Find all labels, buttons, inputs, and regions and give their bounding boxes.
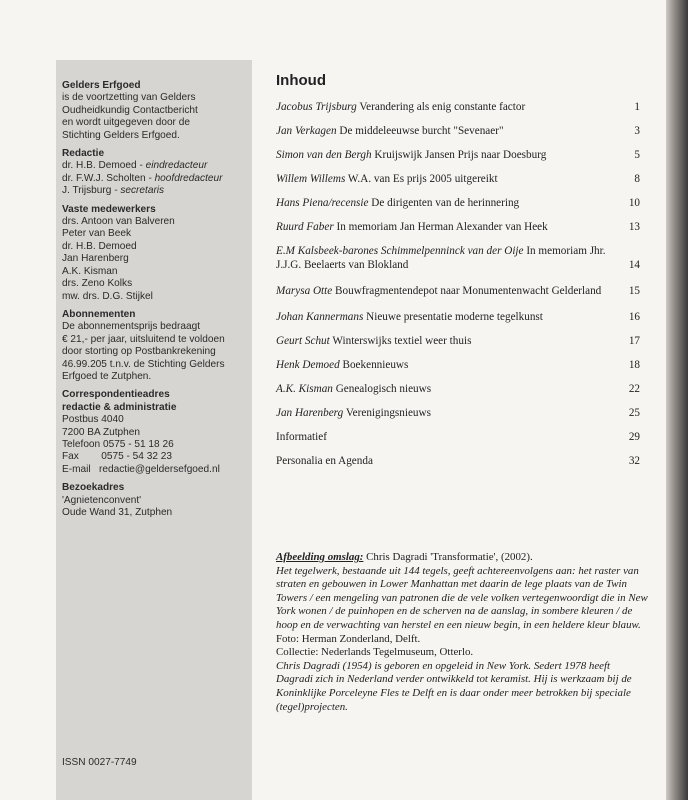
toc-author: A.K. Kisman [276, 383, 333, 395]
toc-page-number: 5 [634, 149, 640, 161]
redactie-member [62, 173, 244, 185]
publisher-line: en wordt uitgegeven door de [62, 117, 190, 129]
toc-page-number: 25 [628, 407, 640, 419]
medewerker-name: mw. drs. D.G. Stijkel [62, 290, 153, 302]
medewerker-name: Jan Harenberg [62, 253, 129, 265]
caption-description: Het tegelwerk, bestaande uit 144 tegels, geeft achtereenvolgens aan: het raster van straten en gebouwen in Lower Manhattan met daarin de lege plaats van de Twin Towers / een mengeling van patronen die de vele volken vertegenwoordigt die in New York wonen / de puinhopen en de scherven na de aanslag, in sombere kleuren / de hoop en de verwachting van herstel en een nieuw begin, in een heldere kleur blauw. [276, 564, 648, 631]
member-role: - secretaris [111, 185, 165, 197]
toc-entry[interactable] [276, 382, 644, 396]
toc-entry-text [276, 334, 644, 348]
abonnementen-block [62, 309, 244, 383]
correspondentie-block [62, 389, 244, 476]
postbus-line: Postbus 4040 [62, 414, 124, 426]
table-of-contents [276, 72, 644, 478]
member-name: J. Trijsburg [62, 185, 112, 197]
abonnementen-line: De abonnementsprijs bedraagt [62, 321, 201, 333]
postcode-line: 7200 BA Zutphen [62, 426, 141, 438]
toc-article-title: W.A. van Es prijs 2005 uitgereikt [347, 173, 498, 185]
email-line: E-mail redactie@geldersefgoed.nl [62, 463, 220, 475]
toc-author: Marysa Otte [276, 285, 333, 297]
medewerker-name: dr. H.B. Demoed [62, 240, 137, 252]
bezoekadres-block [62, 482, 244, 519]
issn-number: ISSN 0027-7749 [62, 757, 137, 768]
toc-page-number: 15 [628, 285, 640, 297]
toc-entry[interactable] [276, 196, 644, 210]
toc-entry-text [276, 430, 644, 444]
caption-collection: Collectie: Nederlands Tegelmuseum, Otterlo. [276, 646, 474, 659]
toc-article-title: De middeleeuwse burcht "Sevenaer" [339, 125, 504, 137]
telefoon-line: Telefoon 0575 - 51 18 26 [62, 438, 174, 450]
publisher-line: Stichting Gelders Erfgoed. [62, 129, 180, 141]
redactie-block [62, 148, 244, 198]
toc-page-number: 18 [628, 359, 640, 371]
toc-entry-text [276, 196, 644, 210]
toc-page-number: 16 [628, 311, 640, 323]
toc-list [276, 100, 644, 468]
toc-entry[interactable] [276, 406, 644, 420]
toc-entry[interactable] [276, 220, 644, 234]
member-role: - hoofdredacteur [145, 172, 223, 184]
colophon-sidebar [56, 60, 252, 800]
toc-title: Inhoud [276, 72, 326, 89]
medewerker-name: Peter van Beek [62, 228, 132, 240]
toc-author: E.M Kalsbeek-barones Schimmelpenninck van der Oije [276, 245, 524, 257]
toc-entry-text [276, 382, 644, 396]
publisher-line: is de voortzetting van Gelders [62, 92, 196, 104]
redactie-member [62, 160, 244, 172]
toc-page-number: 1 [634, 101, 640, 113]
toc-page-number: 3 [634, 125, 640, 137]
medewerker-name: drs. Antoon van Balveren [62, 216, 175, 228]
fax-line: Fax 0575 - 54 32 23 [62, 451, 172, 463]
caption-label: Afbeelding omslag: [276, 551, 364, 563]
toc-entry[interactable] [276, 124, 644, 138]
cover-caption [276, 551, 648, 714]
toc-entry-text [276, 284, 644, 298]
toc-entry-text [276, 454, 644, 468]
toc-article-title: In memoriam Jhr. J.J.G. Beelaerts van Blokland [276, 245, 606, 271]
toc-entry[interactable] [276, 100, 644, 114]
toc-article-title: Boekennieuws [342, 359, 409, 371]
toc-entry[interactable] [276, 172, 644, 186]
toc-page-number: 17 [628, 335, 640, 347]
toc-entry-text [276, 148, 644, 162]
toc-page-number: 14 [628, 259, 640, 271]
page-edge [666, 0, 688, 800]
medewerkers-block [62, 204, 244, 303]
toc-page-number: 29 [628, 431, 640, 443]
toc-entry[interactable] [276, 284, 644, 298]
publisher-line: Oudheidkundig Contactbericht [62, 104, 198, 116]
member-role: - eindredacteur [136, 160, 208, 172]
toc-author: Jan Verkagen [276, 125, 337, 137]
toc-author: Hans Piena/recensie [276, 197, 369, 209]
toc-article-title: De dirigenten van de herinnering [371, 197, 520, 209]
member-name: dr. F.W.J. Scholten [62, 172, 146, 184]
toc-entry-text [276, 124, 644, 138]
toc-article-title: Genealogisch nieuws [335, 383, 432, 395]
publisher-block [62, 80, 244, 142]
toc-entry-text [276, 220, 644, 234]
abonnementen-line: € 21,- per jaar, uitsluitend te voldoen [62, 333, 225, 345]
publisher-name: Gelders Erfgoed [62, 80, 141, 91]
toc-article-title: Kruijswijk Jansen Prijs naar Doesburg [374, 149, 547, 161]
toc-entry-text [276, 406, 644, 420]
medewerker-name: A.K. Kisman [62, 265, 118, 277]
member-name: dr. H.B. Demoed [62, 160, 137, 172]
toc-entry-text [276, 310, 644, 324]
medewerkers-heading: Vaste medewerkers [62, 203, 156, 215]
toc-article-title: Informatief [276, 431, 327, 443]
bezoekadres-heading: Bezoekadres [62, 482, 125, 494]
abonnementen-heading: Abonnementen [62, 308, 136, 320]
toc-author: Geurt Schut [276, 335, 330, 347]
correspondentie-subheading: redactie & administratie [62, 401, 177, 413]
toc-author: Johan Kannermans [276, 311, 364, 323]
toc-article-title: Bouwfragmentendepot naar Monumentenwacht Gelderland [335, 285, 602, 297]
toc-author: Jacobus Trijsburg [276, 101, 357, 113]
toc-article-title: Winterswijks textiel weer thuis [332, 335, 472, 347]
toc-article-title: Verenigingsnieuws [345, 407, 431, 419]
medewerker-name: drs. Zeno Kolks [62, 278, 133, 290]
toc-page-number: 10 [628, 197, 640, 209]
toc-entry[interactable] [276, 334, 644, 348]
correspondentie-heading: Correspondentieadres [62, 389, 170, 401]
toc-entry-text [276, 358, 644, 372]
toc-author: Jan Harenberg [276, 407, 344, 419]
bezoekadres-line: 'Agnietenconvent' [62, 494, 142, 506]
toc-author: Ruurd Faber [276, 221, 334, 233]
toc-article-title: Nieuwe presentatie moderne tegelkunst [366, 311, 543, 323]
caption-work: Chris Dagradi 'Transformatie', (2002). [366, 551, 533, 563]
toc-page-number: 22 [628, 383, 640, 395]
toc-article-title: Personalia en Agenda [276, 455, 373, 467]
redactie-member [62, 185, 244, 197]
abonnementen-line: door storting op Postbankrekening [62, 346, 216, 358]
toc-entry[interactable] [276, 358, 644, 372]
toc-page-number: 13 [628, 221, 640, 233]
abonnementen-line: 46.99.205 t.n.v. de Stichting Gelders [62, 358, 225, 370]
toc-entry-text [276, 244, 644, 272]
toc-author: Willem Willems [276, 173, 346, 185]
toc-entry[interactable] [276, 244, 644, 272]
caption-artist-bio: Chris Dagradi (1954) is geboren en opgeleid in New York. Sedert 1978 heeft Dagradi zich in Nederland verder ontwikkeld tot keramist. Hij is werkzaam bij de Koninklijke Porceleyne Fles te Delft en is daar onder meer betrokken bij speciale (tegel)projecten. [276, 659, 632, 713]
redactie-heading: Redactie [62, 148, 105, 160]
toc-entry-text [276, 172, 644, 186]
toc-author: Simon van den Bergh [276, 149, 372, 161]
toc-entry[interactable] [276, 148, 644, 162]
bezoekadres-line: Oude Wand 31, Zutphen [62, 507, 173, 518]
toc-page-number: 8 [634, 173, 640, 185]
toc-author: Henk Demoed [276, 359, 340, 371]
toc-page-number: 32 [628, 455, 640, 467]
toc-entry[interactable] [276, 430, 644, 444]
toc-article-title: Verandering als enig constante factor [359, 101, 526, 113]
toc-entry[interactable] [276, 454, 644, 468]
caption-photo-credit: Foto: Herman Zonderland, Delft. [276, 632, 421, 645]
toc-article-title: In memoriam Jan Herman Alexander van Heek [336, 221, 548, 233]
abonnementen-line: Erfgoed te Zutphen. [62, 370, 152, 382]
toc-entry-text [276, 100, 644, 114]
toc-entry[interactable] [276, 310, 644, 324]
